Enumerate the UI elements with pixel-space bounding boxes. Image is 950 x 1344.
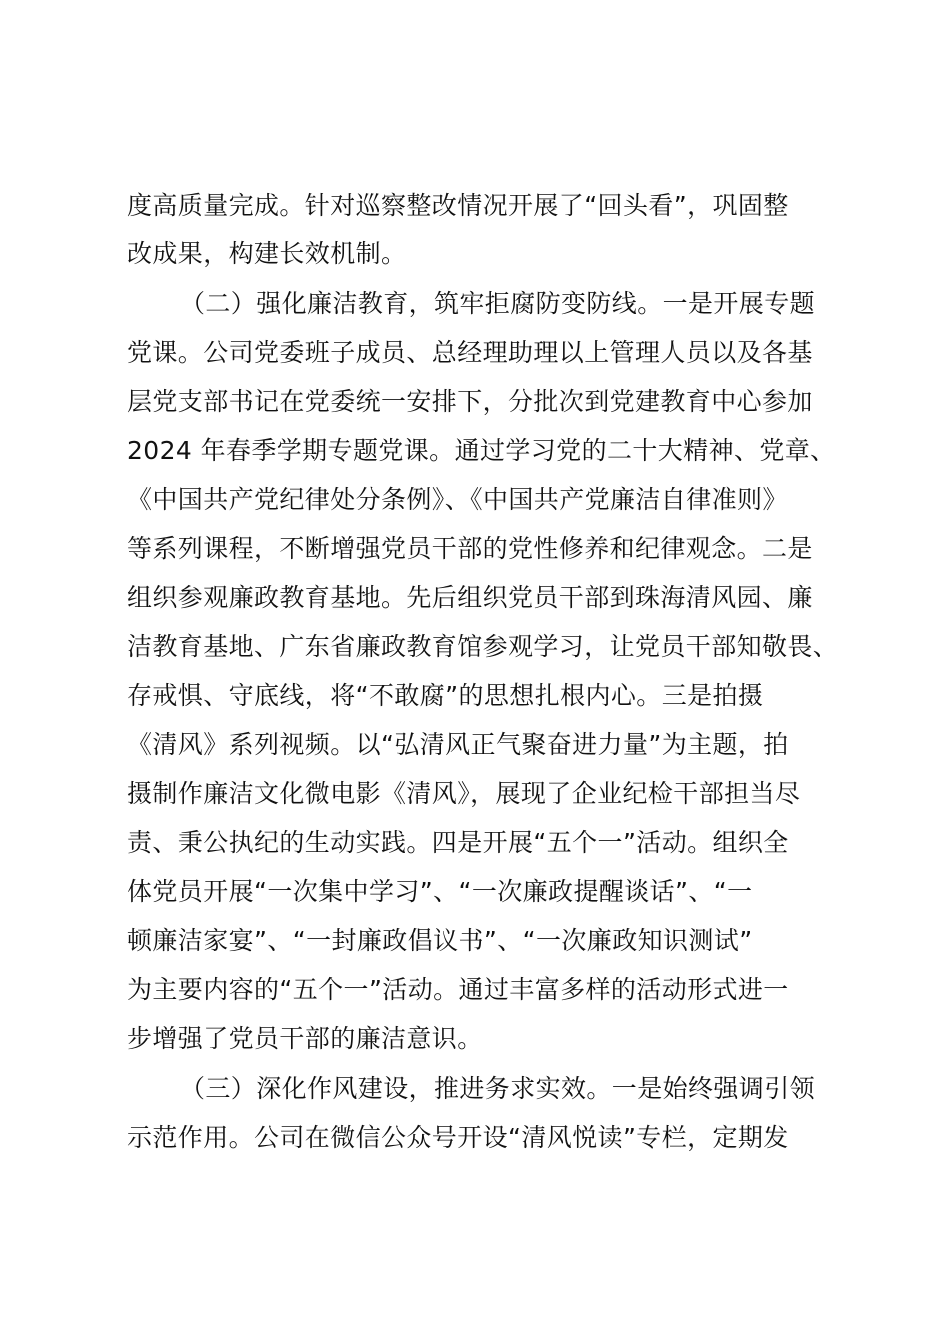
text-line-1: 度高质量完成。针对巡察整改情况开展了“回头看”，巩固整 [127, 191, 789, 220]
text-line-5: 层党支部书记在党委统一安排下，分批次到党建教育中心参加 [127, 387, 813, 416]
text-line-2: 改成果，构建长效机制。 [127, 239, 407, 268]
text-line-9: 组织参观廉政教育基地。先后组织党员干部到珠海清风园、廉 [127, 583, 813, 612]
text-line-4: 党课。公司党委班子成员、总经理助理以上管理人员以及各基 [127, 338, 813, 367]
text-line-15: 体党员开展“一次集中学习”、“一次廉政提醒谈话”、“一 [127, 877, 753, 906]
text-line-7: 《中国共产党纪律处分条例》、《中国共产党廉洁自律准则》 [127, 485, 788, 514]
text-line-11: 存戒惧、守底线，将“不敢腐”的思想扎根内心。三是拍摄 [127, 681, 764, 710]
text-line-6: 2024 年春季学期专题党课。通过学习党的二十大精神、党章、 [127, 436, 836, 465]
text-line-3: （二）强化廉洁教育，筑牢拒腐防变防线。一是开展专题 [180, 289, 816, 318]
text-line-16: 顿廉洁家宴”、“一封廉政倡议书”、“一次廉政知识测试” [127, 926, 753, 955]
text-line-12: 《清风》系列视频。以“弘清风正气聚奋进力量”为主题，拍 [127, 730, 789, 759]
text-line-10: 洁教育基地、广东省廉政教育馆参观学习，让党员干部知敬畏、 [127, 632, 839, 661]
text-line-13: 摄制作廉洁文化微电影《清风》，展现了企业纪检干部担当尽 [127, 779, 801, 808]
text-line-19: （三）深化作风建设，推进务求实效。一是始终强调引领 [180, 1074, 816, 1103]
text-line-17: 为主要内容的“五个一”活动。通过丰富多样的活动形式进一 [127, 975, 789, 1004]
text-line-18: 步增强了党员干部的廉洁意识。 [127, 1024, 483, 1053]
text-line-20: 示范作用。公司在微信公众号开设“清风悦读”专栏，定期发 [127, 1123, 789, 1152]
text-line-8: 等系列课程，不断增强党员干部的党性修养和纪律观念。二是 [127, 534, 813, 563]
text-line-14: 责、秉公执纪的生动实践。四是开展“五个一”活动。组织全 [127, 828, 789, 857]
